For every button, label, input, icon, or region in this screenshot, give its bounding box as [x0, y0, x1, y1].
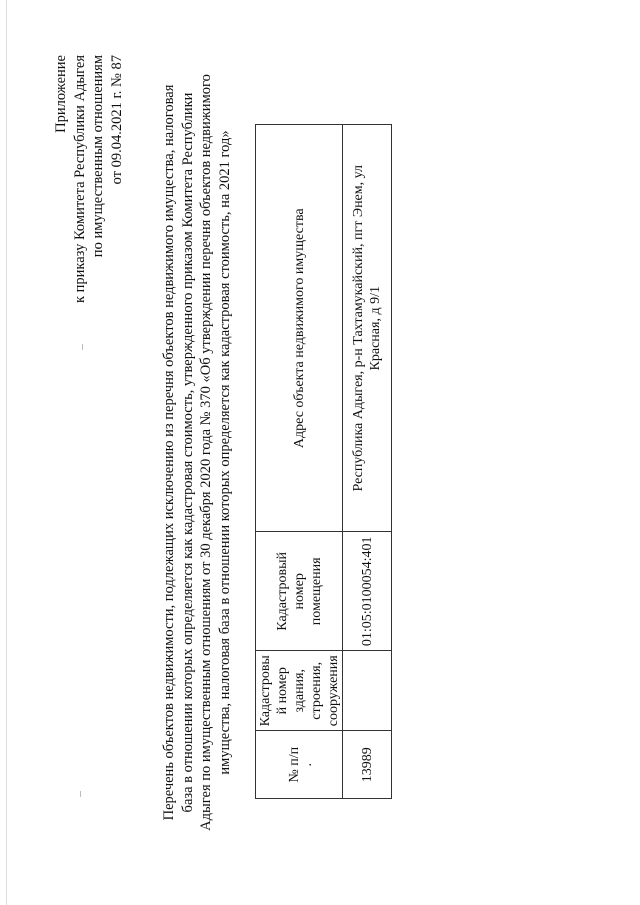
title-line: Адыгея по имущественным отношениям от 30 декабря 2020 года № 370 «Об утверждении перечня объектов недвижимого	[198, 74, 214, 831]
title-line: Перечень объектов недвижимости, подлежащих исключению из перечня объектов недвижимого имущества, налоговая	[161, 84, 177, 821]
table-header-row	[256, 125, 343, 799]
cell-num: 13989	[343, 731, 392, 799]
cell-premise: 01:05:0100054:401	[343, 532, 392, 651]
annex-line: по имущественным отношениям	[90, 55, 106, 258]
document-title	[160, 40, 234, 865]
header-building-cadastral: Кадастровы й номер здания, строения, сооружения	[256, 651, 343, 731]
annex-line: к приказу Комитета Республики Адыгея	[71, 55, 88, 304]
annex-line: Приложение	[53, 55, 69, 133]
header-premise-cadastral: Кадастровый номер помещения	[256, 532, 343, 651]
scan-edge-line	[6, 0, 7, 905]
scan-speck	[80, 791, 81, 797]
table-row	[343, 125, 392, 799]
header-num: № п/п .	[256, 731, 343, 799]
property-table	[255, 124, 392, 799]
header-address: Адрес объекта недвижимого имущества	[256, 125, 343, 532]
title-line: база в отношении которых определяется как кадастровая стоимость, утвержденного приказом Комитета Республики	[179, 92, 196, 813]
annex-line: от 09.04.2021 г. № 87	[108, 55, 125, 185]
annex-header	[52, 55, 126, 475]
cell-building	[343, 651, 392, 731]
title-line: имущества, налоговая база в отношении которых определяется как кадастровая стоимость, на 2021 год»	[216, 130, 233, 775]
cell-address: Республика Адыгея, р-н Тахтамукайский, пгт Энем, ул Красная, д 9/1	[343, 125, 392, 532]
